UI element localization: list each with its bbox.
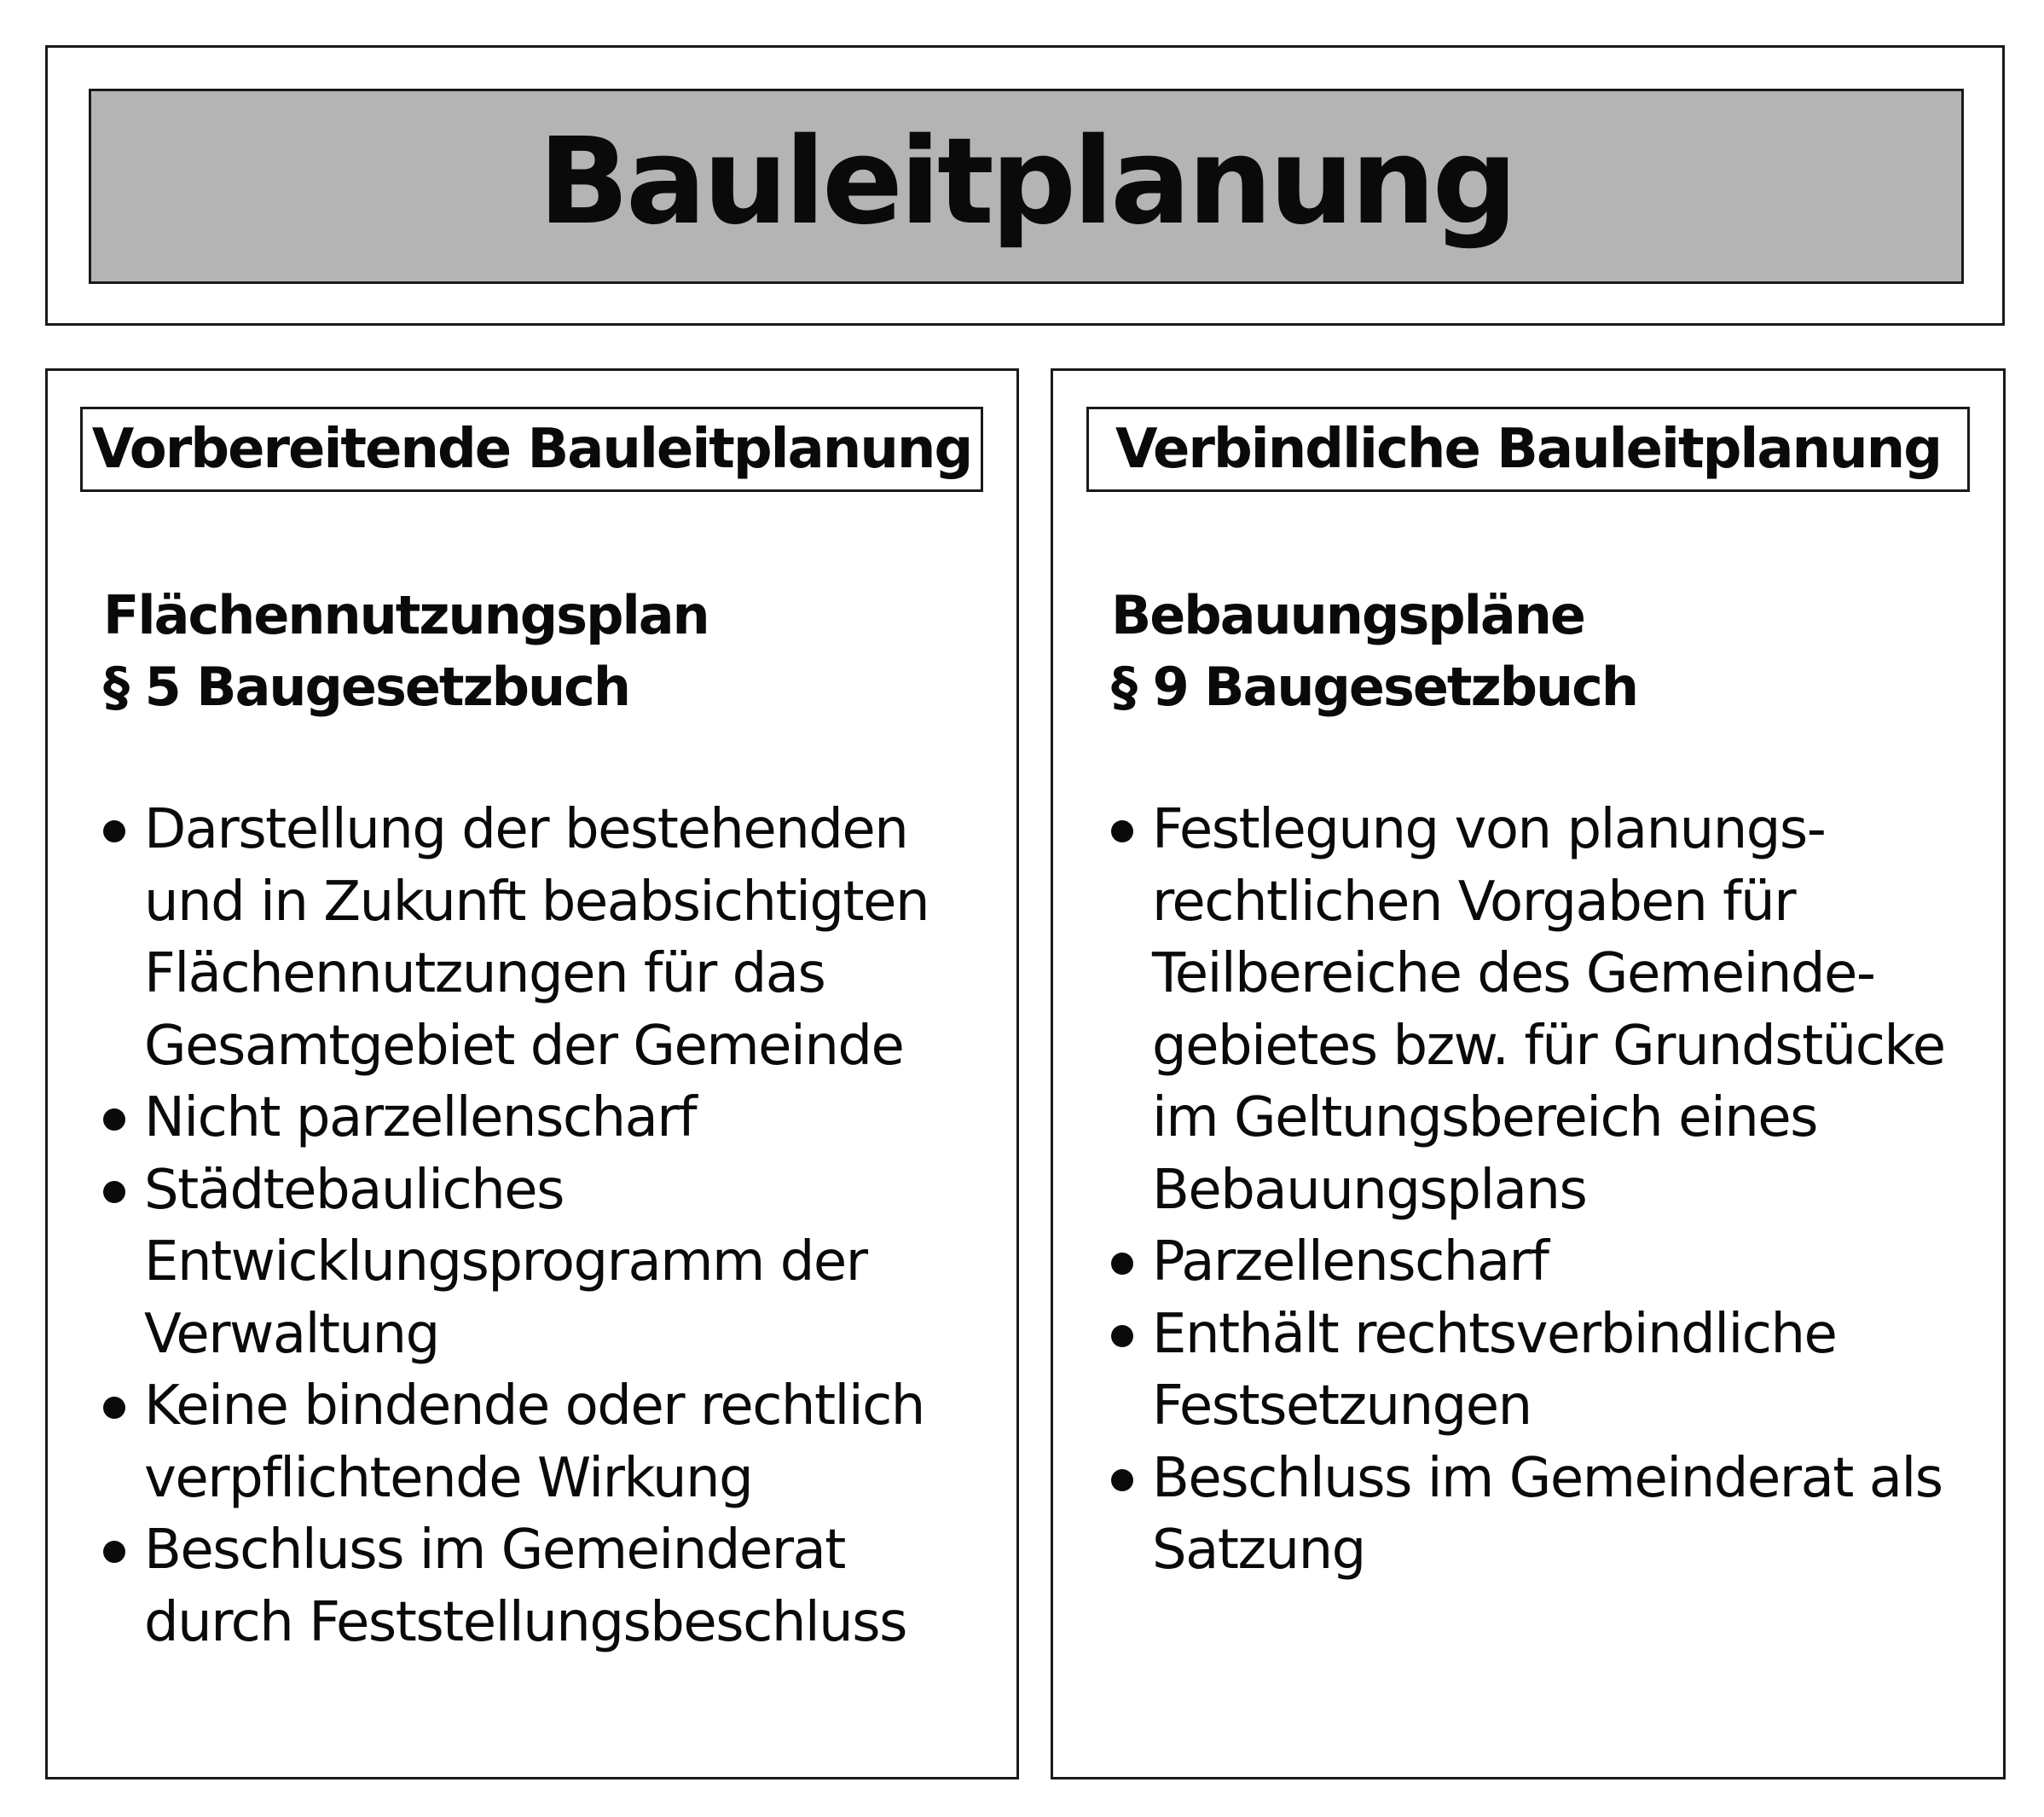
bullet-text <box>144 1370 1016 1514</box>
bullet-line: Parzellenscharf <box>1152 1230 1549 1293</box>
bullet-list <box>1111 794 2002 1587</box>
bullet-item <box>1111 1443 2002 1587</box>
plan-name: Bebauungspläne <box>1111 584 1584 646</box>
bullet-dot-icon <box>1111 1469 1133 1491</box>
bullet-text <box>1152 794 2002 1226</box>
bullet-item <box>1111 794 2002 1226</box>
bullet-line: Beschluss im Gemeinderat <box>144 1519 845 1582</box>
law-reference: § 9 Baugesetzbuch <box>1111 656 1638 718</box>
bullet-list <box>103 794 1016 1658</box>
bullet-dot-icon <box>103 820 125 842</box>
bullet-line: Darstellung der bestehenden <box>144 798 908 861</box>
bullet-line: Verwaltung <box>144 1302 439 1366</box>
bullet-line: Keine bindende oder rechtlich <box>144 1374 924 1438</box>
bullet-dot-icon <box>103 1397 125 1419</box>
bullet-line: Beschluss im Gemeinderat als <box>1152 1446 1943 1510</box>
bullet-item <box>103 1082 1016 1154</box>
column-header: Vorbereitende Bauleitplanung <box>91 418 972 481</box>
bullet-item <box>103 1154 1016 1371</box>
bullet-text <box>1152 1443 2002 1587</box>
column-vorbereitende <box>45 368 1019 1779</box>
bullet-text <box>144 794 1016 1082</box>
bullet-line: Festlegung von planungs- <box>1152 798 1826 861</box>
title-bar <box>89 89 1964 284</box>
column-header-box <box>1086 407 1970 492</box>
bullet-text <box>144 1154 1016 1371</box>
bullet-line: Nicht parzellenscharf <box>144 1086 697 1149</box>
plan-heading <box>103 580 709 723</box>
bullet-line: Entwicklungsprogramm der <box>144 1230 867 1293</box>
bullet-line: Satzung <box>1152 1519 1365 1582</box>
bullet-text <box>1152 1226 2002 1299</box>
column-header: Verbindliche Bauleitplanung <box>1115 418 1942 481</box>
bullet-line: im Geltungsbereich eines <box>1152 1086 1817 1149</box>
bullet-line: Flächennutzungen für das <box>144 942 825 1005</box>
bullet-item <box>103 1370 1016 1514</box>
title-frame <box>45 45 2005 326</box>
bullet-line: rechtlichen Vorgaben für <box>1152 870 1796 934</box>
bullet-line: Enthält rechtsverbindliche <box>1152 1302 1837 1366</box>
bullet-line: und in Zukunft beabsichtigten <box>144 870 929 934</box>
bullet-text <box>144 1514 1016 1658</box>
bullet-item <box>103 1514 1016 1658</box>
bullet-line: gebietes bzw. für Grundstücke <box>1152 1014 1945 1078</box>
bullet-item <box>1111 1299 2002 1443</box>
bullet-dot-icon <box>103 1108 125 1131</box>
bullet-line: Bebauungsplans <box>1152 1158 1587 1222</box>
bullet-text <box>144 1082 1016 1154</box>
plan-heading <box>1111 580 1637 723</box>
column-verbindliche <box>1051 368 2006 1779</box>
column-header-box <box>80 407 983 492</box>
bullet-dot-icon <box>103 1541 125 1563</box>
bullet-dot-icon <box>103 1181 125 1203</box>
bullet-dot-icon <box>1111 820 1133 842</box>
bullet-line: verpflichtende Wirkung <box>144 1446 753 1510</box>
plan-name: Flächennutzungsplan <box>103 584 709 646</box>
bullet-dot-icon <box>1111 1325 1133 1347</box>
bullet-dot-icon <box>1111 1253 1133 1275</box>
diagram-title: Bauleitplanung <box>538 112 1514 252</box>
law-reference: § 5 Baugesetzbuch <box>103 656 630 718</box>
bullet-text <box>1152 1299 2002 1443</box>
bullet-item <box>103 794 1016 1082</box>
bullet-line: durch Feststellungsbeschluss <box>144 1590 906 1654</box>
bullet-item <box>1111 1226 2002 1299</box>
bullet-line: Festsetzungen <box>1152 1374 1532 1438</box>
bullet-line: Gesamtgebiet der Gemeinde <box>144 1014 904 1078</box>
bullet-line: Städtebauliches <box>144 1158 564 1222</box>
bullet-line: Teilbereiche des Gemeinde- <box>1152 942 1875 1005</box>
